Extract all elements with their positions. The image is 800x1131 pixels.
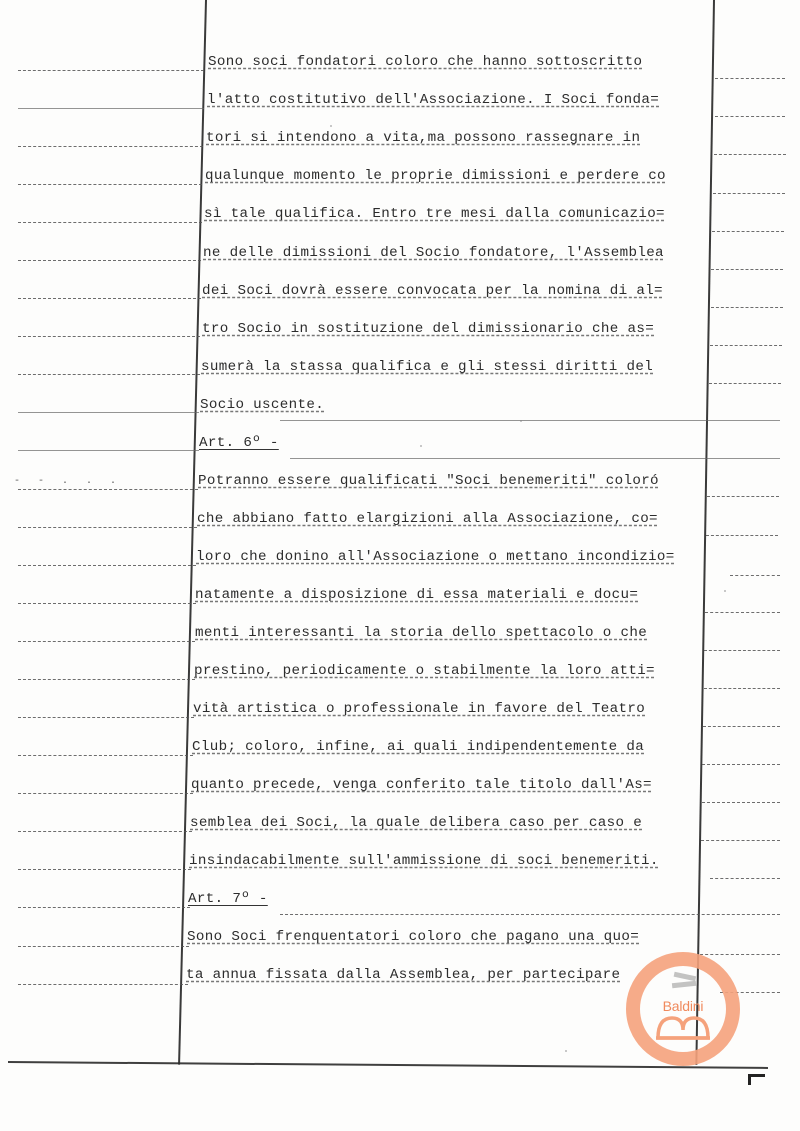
speck (565, 1050, 567, 1052)
stray-marks: - - . . . (14, 476, 123, 487)
baldini-library-stamp (624, 950, 742, 1068)
text-line: Sono soci fondatori coloro che hanno sottoscritto (208, 54, 643, 70)
text-line: Sono Soci frenquentatori coloro che pagano una quo= (187, 929, 640, 945)
speck (330, 125, 332, 127)
text-line: qualunque momento le proprie dimissioni e perdere co (205, 168, 666, 184)
article-heading: Art. 7º - (188, 891, 268, 907)
text-line: ta annua fissata dalla Assemblea, per partecipare (186, 967, 621, 983)
speck (420, 445, 422, 447)
text-line: dei Soci dovrà essere convocata per la nomina di al= (202, 283, 663, 299)
text-line: Club; coloro, infine, ai quali indipendentemente da (192, 739, 645, 755)
text-line: sumerà la stassa qualifica e gli stessi diritti del (201, 359, 654, 375)
text-line: che abbiano fatto elargizioni alla Associazione, co= (197, 511, 658, 527)
text-line: semblea dei Soci, la quale delibera caso per caso e (190, 815, 643, 831)
text-line: natamente a disposizione di essa materiali e docu= (195, 587, 639, 603)
speck (724, 590, 726, 592)
text-line: tro Socio in sostituzione del dimissionario che as= (202, 321, 655, 337)
speck (520, 420, 522, 422)
text-line: sì tale qualifica. Entro tre mesi dalla comunicazio= (204, 206, 665, 222)
article-heading: Art. 6º - (199, 435, 279, 451)
text-line: Potranno essere qualificati "Soci benemeriti" coloró (198, 473, 659, 489)
text-line: ne delle dimissioni del Socio fondatore, l'Assemblea (203, 245, 664, 261)
text-line: insindacabilmente sull'ammissione di soci benemeriti. (189, 853, 659, 869)
text-line: l'atto costitutivo dell'Associazione. I Soci fonda= (207, 92, 660, 108)
text-line: tori si intendono a vita,ma possono rassegnare in (206, 130, 641, 146)
corner-mark (748, 1074, 765, 1085)
text-line: vità artistica o professionale in favore del Teatro (193, 701, 646, 717)
text-line: prestino, periodicamente o stabilmente la loro atti= (194, 663, 655, 679)
stamp-label: Baldini (662, 998, 704, 1014)
text-line: loro che donino all'Associazione o mettano incondizio= (196, 549, 675, 565)
right-margin-line (695, 0, 714, 1065)
text-line: quanto precede, venga conferito tale titolo dall'As= (191, 777, 652, 793)
text-line: Socio uscente. (200, 397, 325, 413)
text-line: menti interessanti la storia dello spettacolo o che (195, 625, 648, 641)
